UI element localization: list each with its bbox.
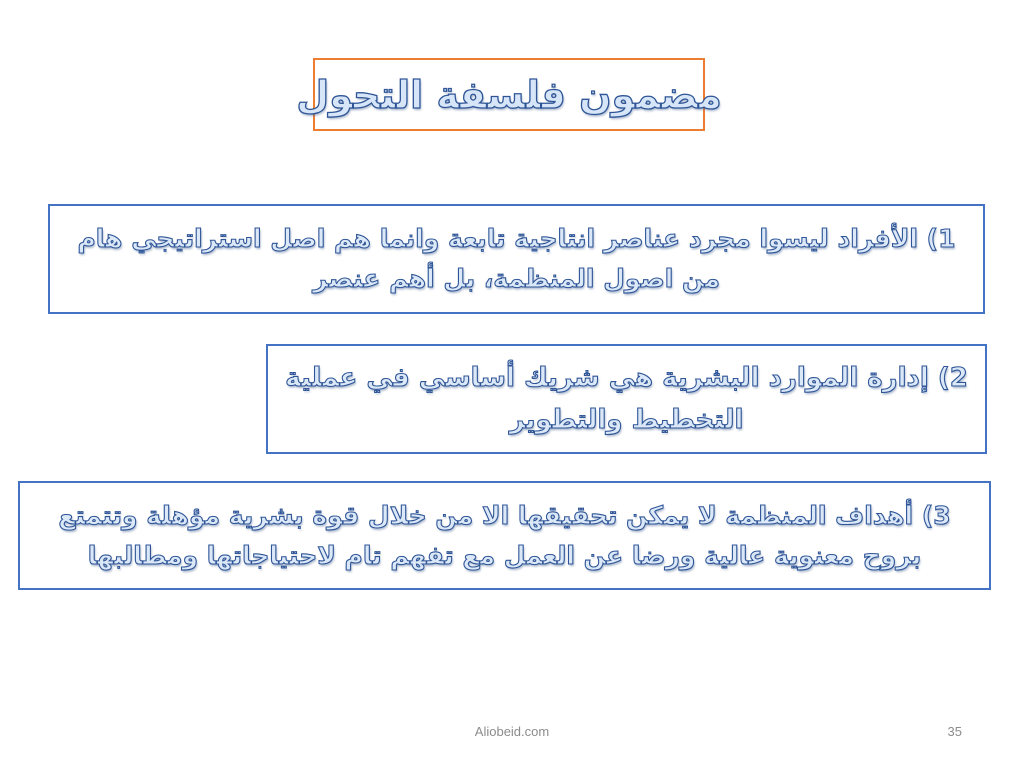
point-box-2: [266, 344, 987, 454]
footer-site-name: Aliobeid.com: [474, 724, 550, 739]
point-2-number: 2): [937, 363, 968, 393]
slide-title-box: [296, 58, 722, 131]
point-3-text: أهداف المنظمة لا يمكن تحقيقها الا من خلال قوة بشرية مؤهلة وتتمتع بروح معنوية عالية ورضا عن العمل مع تفهم تام لاحتياجاتها ومطالبها: [58, 500, 922, 570]
point-2: [278, 357, 975, 441]
point-3-number: 3): [921, 500, 951, 530]
point-1-text: الأفراد ليسوا مجرد عناصر انتاجية تابعة وانما هم اصل استراتيجي هام من اصول المنظمة، بل أهم عنصر: [77, 224, 927, 293]
slide-title: مضمون فلسفة التحول: [296, 72, 722, 117]
point-box-3: [18, 481, 991, 590]
point-3: [30, 496, 979, 576]
point-box-1: [48, 204, 985, 314]
point-1: [60, 219, 973, 299]
footer-page-number: 35: [947, 724, 962, 739]
point-2-text: إدارة الموارد البشرية هي شريك أساسي في عملية التخطيط والتطوير: [285, 363, 938, 435]
point-1-number: 1): [926, 224, 956, 253]
